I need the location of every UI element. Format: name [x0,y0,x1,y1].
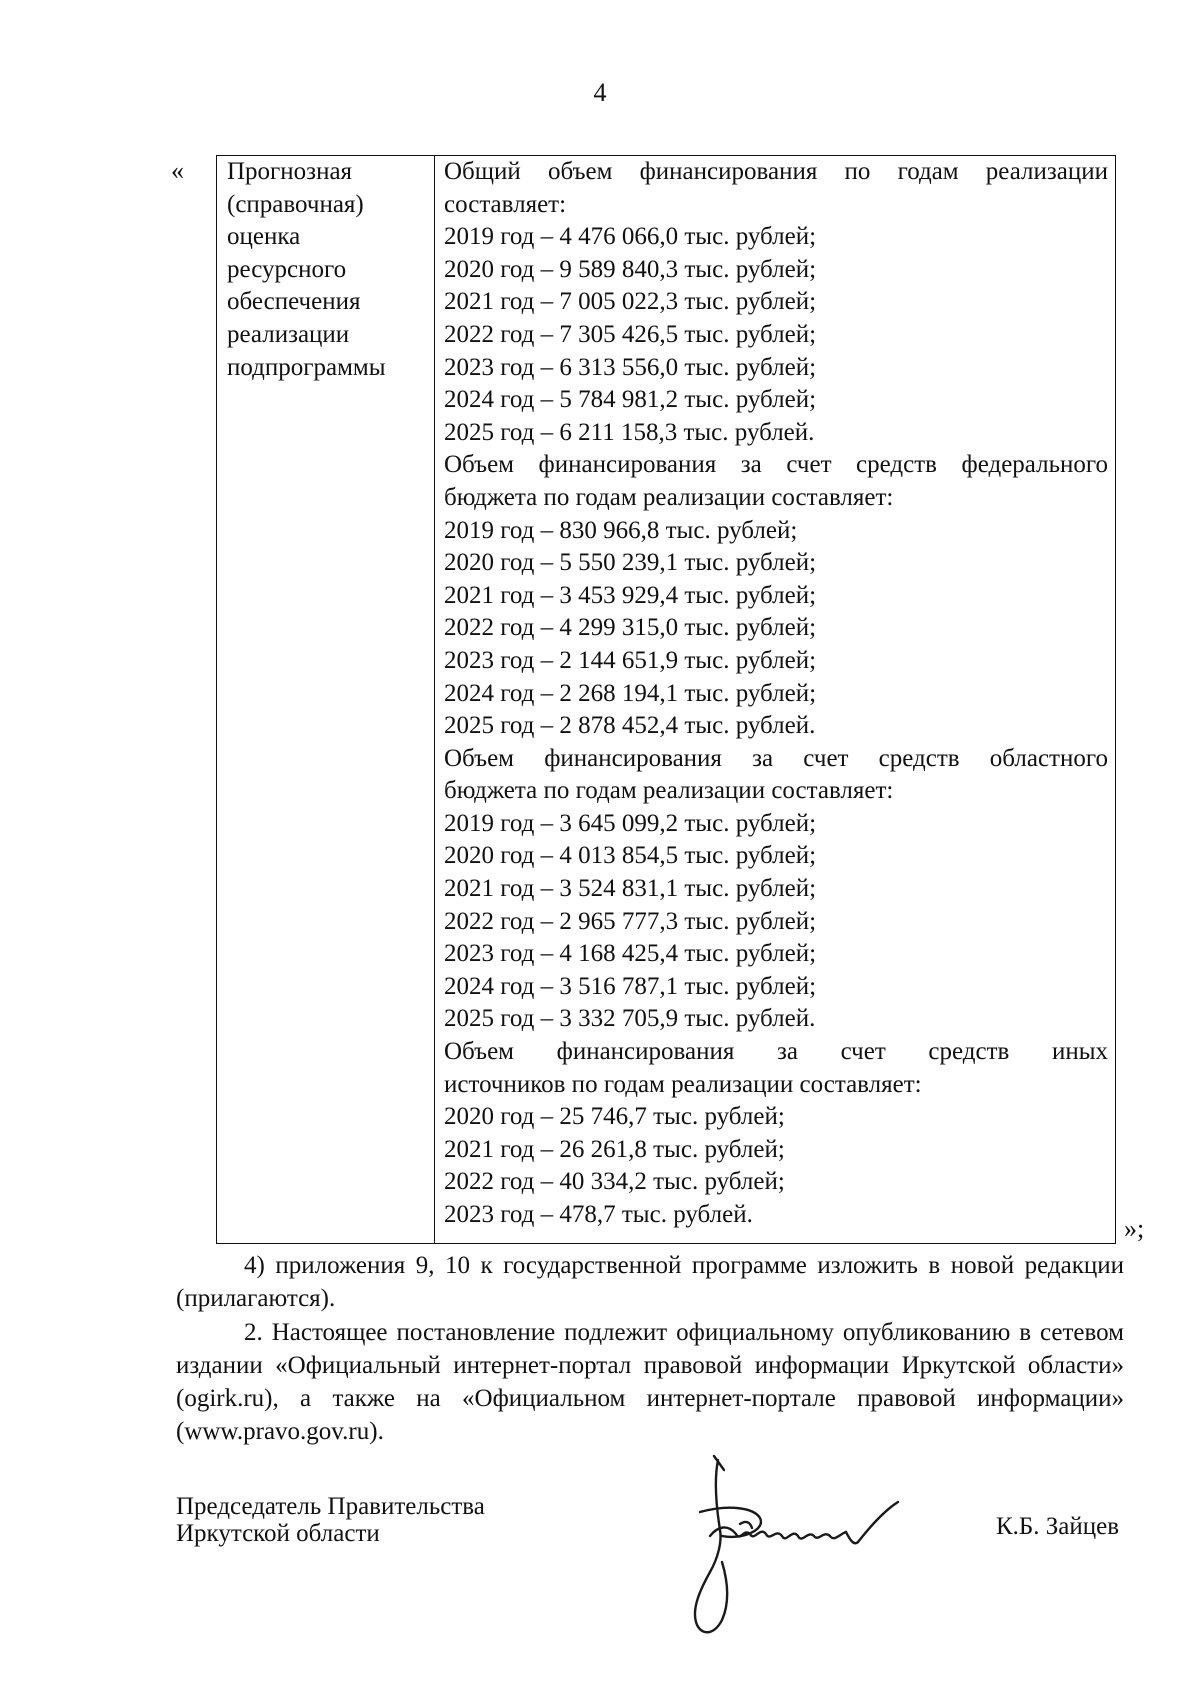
right-cell-line: 2022 год – 2 965 777,3 тыс. рублей; [444,907,817,935]
right-cell-line: 2023 год – 2 144 651,9 тыс. рублей; [444,646,817,674]
opening-quote-mark: « [171,156,184,185]
right-cell-line: источников по годам реализации составляет: [444,1070,922,1098]
table-column-divider [434,156,435,1243]
right-cell-line: 2023 год – 6 313 556,0 тыс. рублей; [444,353,817,381]
paragraph-item-2 [176,1316,1124,1448]
right-cell-line: 2019 год – 830 966,8 тыс. рублей; [444,516,798,544]
table-right-cell [444,156,1108,1232]
right-cell-line: 2024 год – 3 516 787,1 тыс. рублей; [444,972,817,1000]
right-cell-line: Объем финансирования за счет средств иных [444,1038,1108,1066]
right-cell-line: 2025 год – 3 332 705,9 тыс. рублей. [444,1005,816,1033]
left-cell-line: реализации [227,320,350,348]
right-cell-line: Объем финансирования за счет средств федерального [444,451,1108,479]
right-cell-line: 2021 год – 3 524 831,1 тыс. рублей; [444,875,817,903]
left-cell-line: оценка [227,223,301,251]
paragraph-item-4-text: 4) приложения 9, 10 к государственной программе изложить в новой редакции (прилагаются). [176,1252,1124,1312]
handwritten-signature [670,1450,950,1650]
right-cell-line: 2020 год – 5 550 239,1 тыс. рублей; [444,549,817,577]
signatory-title-line-2: Иркутской области [176,1520,380,1547]
paragraph-item-4 [176,1249,1124,1315]
right-cell-line: 2024 год – 5 784 981,2 тыс. рублей; [444,386,817,414]
right-cell-line: Объем финансирования за счет средств областного [444,744,1108,772]
right-cell-line: 2019 год – 3 645 099,2 тыс. рублей; [444,809,817,837]
right-cell-line: 2024 год – 2 268 194,1 тыс. рублей; [444,679,817,707]
right-cell-line: 2023 год – 4 168 425,4 тыс. рублей; [444,940,817,968]
right-cell-line: составляет: [444,190,567,218]
right-cell-line: 2021 год – 26 261,8 тыс. рублей; [444,1135,785,1163]
right-cell-line: 2020 год – 25 746,7 тыс. рублей; [444,1103,785,1131]
left-cell-line: обеспечения [227,288,361,316]
right-cell-line: 2022 год – 7 305 426,5 тыс. рублей; [444,320,817,348]
page-number: 4 [593,78,607,107]
left-cell-line: ресурсного [227,255,347,283]
right-cell-line: 2020 год – 4 013 854,5 тыс. рублей; [444,842,817,870]
right-cell-line: 2022 год – 4 299 315,0 тыс. рублей; [444,614,817,642]
right-cell-line: 2021 год – 3 453 929,4 тыс. рублей; [444,581,817,609]
resource-estimate-table [216,155,1116,1244]
right-cell-line: 2023 год – 478,7 тыс. рублей. [444,1201,753,1228]
right-cell-line: 2025 год – 2 878 452,4 тыс. рублей. [444,712,816,740]
paragraph-item-2-text: 2. Настоящее постановление подлежит официальному опубликованию в сетевом издании «Официальный интернет-портал правовой информации Иркутской области» (ogirk.ru), а также на «Официальном интернет-портале правовой информации» (www.pravo.gov.ru). [176,1319,1124,1445]
left-cell-line: (справочная) [227,190,364,218]
signatory-title [176,1493,485,1547]
right-cell-line: бюджета по годам реализации составляет: [444,777,894,805]
signatory-name: К.Б. Зайцев [996,1513,1120,1540]
closing-quote-mark: »; [1124,1214,1145,1243]
right-cell-line: 2020 год – 9 589 840,3 тыс. рублей; [444,255,817,283]
table-left-cell [227,156,427,384]
right-cell-line: 2021 год – 7 005 022,3 тыс. рублей; [444,288,817,316]
right-cell-line: 2022 год – 40 334,2 тыс. рублей; [444,1168,785,1196]
left-cell-line: подпрограммы [227,353,386,381]
right-cell-line: 2019 год – 4 476 066,0 тыс. рублей; [444,223,817,251]
right-cell-line: Общий объем финансирования по годам реализации [444,158,1108,185]
right-cell-line: 2025 год – 6 211 158,3 тыс. рублей. [444,418,815,446]
signatory-title-line-1: Председатель Правительства [176,1493,485,1520]
right-cell-line: бюджета по годам реализации составляет: [444,483,894,511]
left-cell-line: Прогнозная [227,158,353,185]
